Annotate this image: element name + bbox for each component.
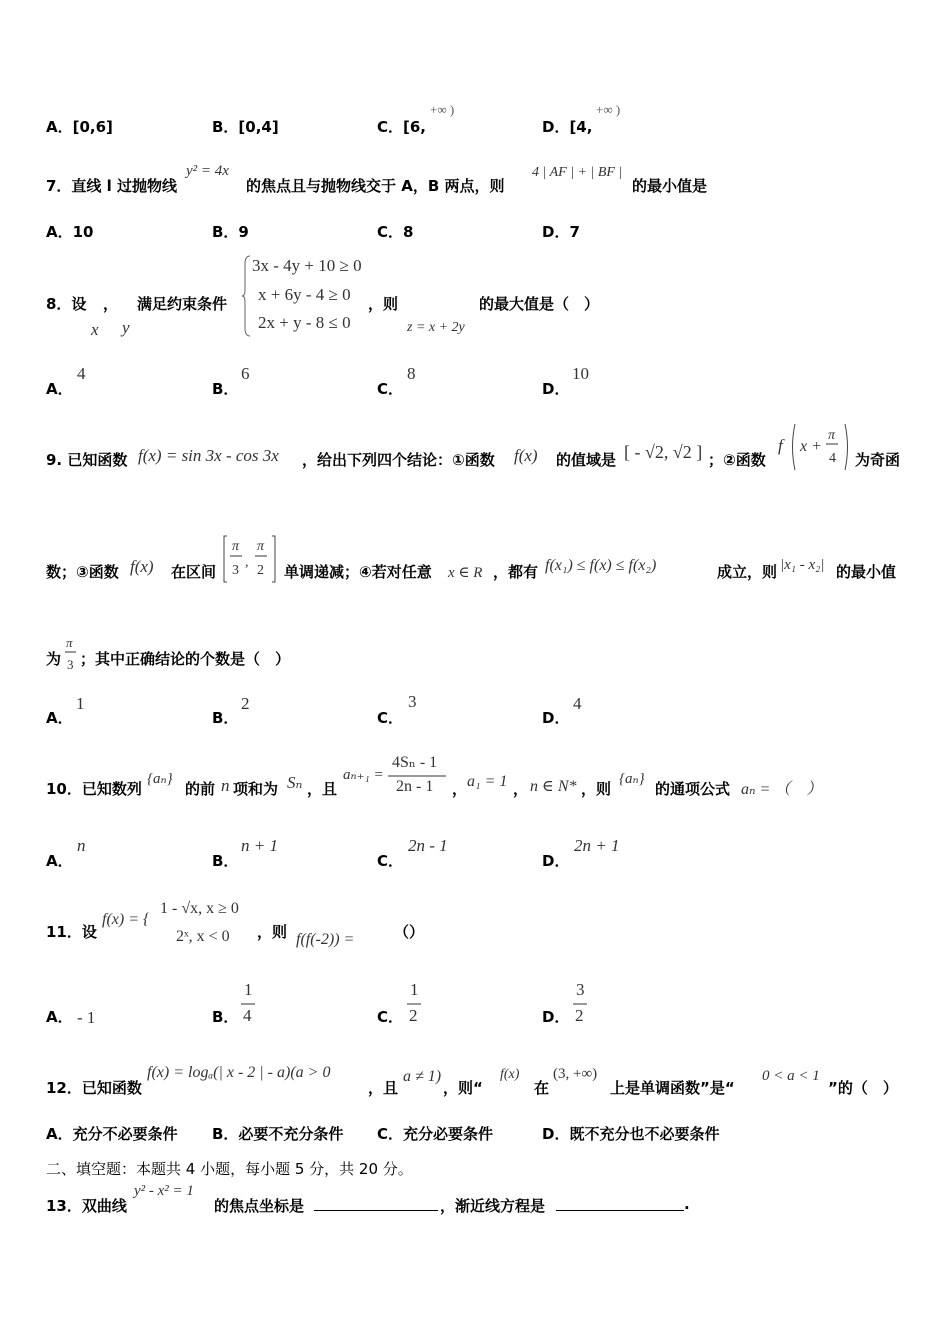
q9-line1-tail: ；②函数: [708, 451, 766, 469]
q10-nN: n ∈ N*: [530, 778, 577, 795]
q9-fx-2: f(x): [130, 557, 154, 576]
q9-option-b-value: 2: [241, 694, 250, 713]
q8-constraint-1: 3x - 4y + 10 ≥ 0: [252, 256, 362, 275]
q8-constraint-3: 2x + y - 8 ≤ 0: [258, 313, 351, 332]
q13-asymptote-blank[interactable]: [556, 1196, 684, 1211]
q8-var-y: y: [122, 318, 130, 337]
q10-comma-1: ，: [452, 780, 468, 798]
q12-monotone: 上是单调函数”是“: [610, 1079, 735, 1097]
q10-sum-of: 的前: [185, 780, 216, 798]
q6-option-c: C．[6,: [377, 118, 426, 136]
q8-option-d-value: 10: [572, 364, 589, 383]
q8-var-x: x: [91, 320, 99, 339]
q9-prefix: 9. 已知函数: [46, 451, 128, 469]
q9-option-c-letter: C．: [377, 709, 404, 727]
q7-parabola: y² = 4x: [186, 163, 229, 179]
q7-suffix: 的最小值是: [632, 177, 708, 195]
q10-option-d-value: 2n + 1: [574, 836, 620, 855]
q7-middle: 的焦点且与抛物线交于 A，B 两点，则: [246, 177, 505, 195]
svg-text:π: π: [828, 428, 836, 443]
q11-option-c-letter: C．: [377, 1008, 404, 1026]
q8-then: ，则: [368, 295, 399, 313]
q8-brace: [242, 254, 252, 338]
q10-option-c-letter: C．: [377, 852, 404, 870]
q10-option-c-value: 2n - 1: [408, 836, 448, 855]
q9-pi-third: [64, 634, 80, 674]
q10-sequence: {aₙ}: [147, 771, 173, 787]
q10-and: ，且: [307, 780, 338, 798]
q12-option-a: A．充分不必要条件: [46, 1125, 178, 1143]
q10-a1: a₁ = 1: [467, 773, 508, 790]
q13-equation: y² - x² = 1: [134, 1183, 194, 1199]
q11-case-2: 2ˣ, x < 0: [176, 928, 230, 945]
q11-option-c-den: 2: [409, 1006, 418, 1025]
q13-focus-label: 的焦点坐标是: [214, 1197, 305, 1215]
q8-option-c-letter: C．: [377, 380, 404, 398]
q6-option-d: D．[4,: [542, 118, 593, 136]
q11-prefix: 11．设: [46, 923, 97, 941]
q12-and: ，且: [368, 1079, 399, 1097]
q12-in: 在: [534, 1079, 550, 1097]
q12-range: 0 < a < 1: [762, 1068, 820, 1084]
q6-option-d-infinity: +∞ ): [596, 102, 621, 117]
svg-text:π: π: [232, 539, 240, 554]
q9-option-a-value: 1: [76, 694, 85, 713]
svg-text:π: π: [257, 539, 265, 554]
q10-terms-sum: 项和为: [233, 780, 279, 798]
q9-odd-fn: 为奇函: [855, 451, 901, 469]
q11-then: ，则: [257, 923, 288, 941]
q8-option-c-value: 8: [407, 364, 416, 383]
q10-Sn: Sₙ: [287, 773, 303, 792]
q12-then: ，则“: [443, 1079, 483, 1097]
q7-prefix: 7．直线 l 过抛物线: [46, 177, 178, 195]
q9-fx-1: f(x): [514, 446, 538, 465]
q11-option-a-value: - 1: [77, 1008, 96, 1027]
q11-ff: f(f(-2)) =: [296, 931, 355, 948]
q12-function: f(x) = logₐ(| x - 2 | - a)(a > 0: [147, 1064, 331, 1081]
q12-option-b: B．必要不充分条件: [212, 1125, 344, 1143]
svg-text:2: 2: [257, 563, 264, 578]
q10-comma-2: ，: [513, 780, 529, 798]
q11-option-d-num: 3: [576, 980, 585, 999]
svg-text:,: ,: [245, 555, 249, 570]
q10-option-a-letter: A．: [46, 852, 73, 870]
q11-option-d-den: 2: [575, 1006, 584, 1025]
q6-option-b: B．[0,4]: [212, 118, 279, 136]
q12-option-d: D．既不充分也不必要条件: [542, 1125, 720, 1143]
q11-option-b-num: 1: [244, 980, 253, 999]
q8-option-a-value: 4: [77, 364, 86, 383]
q11-option-b-letter: B．: [212, 1008, 239, 1026]
q11-paren: （）: [394, 923, 425, 941]
q10-general: 的通项公式: [655, 780, 731, 798]
q8-option-b-value: 6: [241, 364, 250, 383]
q10-option-b-value: n + 1: [241, 836, 278, 855]
q9-option-b-letter: B．: [212, 709, 239, 727]
q9-option-a-letter: A．: [46, 709, 73, 727]
svg-text:3: 3: [232, 563, 239, 578]
section-2-heading: 二、填空题：本题共 4 小题，每小题 5 分，共 20 分。: [46, 1160, 413, 1178]
q8-option-d-letter: D．: [542, 380, 570, 398]
q8-tail: 的最大值是（ ）: [479, 295, 600, 313]
q10-recur-left: aₙ₊₁ =: [343, 767, 384, 783]
q9-f-symbol: f: [778, 436, 783, 455]
q7-option-b: B．9: [212, 223, 249, 241]
q7-option-a: A．10: [46, 223, 94, 241]
q10-option-a-value: n: [77, 836, 86, 855]
q9-f-shifted: [790, 422, 852, 472]
q9-interval: [222, 534, 280, 584]
q9-all-x: x ∈ R: [448, 565, 483, 581]
q11-option-b-den: 4: [243, 1006, 252, 1025]
q10-recur-numerator: 4Sₙ - 1: [392, 754, 438, 771]
q7-option-c: C．8: [377, 223, 414, 241]
q10-recur-denominator: 2n - 1: [396, 778, 434, 795]
q9-option-d-letter: D．: [542, 709, 570, 727]
q8-comma: ，: [103, 295, 119, 313]
q12-interval: (3, +∞): [553, 1066, 598, 1082]
q9-line3-prefix: 为: [46, 650, 62, 668]
q10-sequence-2: {aₙ}: [619, 771, 645, 787]
q9-interval-label: 在区间: [171, 563, 217, 581]
q13-end: .: [684, 1195, 690, 1213]
q9-range: [ - √2, √2 ]: [624, 442, 703, 462]
q9-line3-tail: ；其中正确结论的个数是（ ）: [80, 650, 291, 668]
q9-option-c-value: 3: [408, 692, 417, 711]
q11-case-1: 1 - √x, x ≥ 0: [160, 900, 239, 917]
q10-option-b-letter: B．: [212, 852, 239, 870]
q8-objective: z = x + 2y: [407, 320, 465, 335]
q11-option-a-letter: A．: [46, 1008, 73, 1026]
q11-f-definition: f(x) = {: [102, 911, 150, 928]
svg-text:x +: x +: [800, 438, 822, 455]
q8-prefix: 8．设: [46, 295, 87, 313]
q7-expression: 4 | AF | + | BF |: [532, 165, 623, 180]
q7-option-d: D．7: [542, 223, 580, 241]
q12-option-c: C．充分必要条件: [377, 1125, 494, 1143]
q11-option-c-num: 1: [410, 980, 419, 999]
q10-an: aₙ = （ ）: [741, 781, 823, 798]
q9-line2-prefix: 数；③函数: [46, 563, 119, 581]
q11-option-d-letter: D．: [542, 1008, 570, 1026]
q9-function: f(x) = sin 3x - cos 3x: [138, 446, 279, 465]
q13-asymptote-label: ，渐近线方程是: [440, 1197, 546, 1215]
q12-condition: a ≠ 1): [403, 1068, 442, 1085]
svg-text:4: 4: [829, 451, 836, 466]
q9-option-d-value: 4: [573, 694, 582, 713]
q8-option-b-letter: B．: [212, 380, 239, 398]
q10-option-d-letter: D．: [542, 852, 570, 870]
q9-inequality: f(x₁) ≤ f(x) ≤ f(x₂): [545, 557, 657, 574]
q9-decreasing: 单调递减；④若对任意: [284, 563, 432, 581]
q9-line1-mid: ，给出下列四个结论：①函数: [302, 451, 495, 469]
q9-diff: |x₁ - x₂|: [780, 557, 825, 573]
q10-prefix: 10．已知数列: [46, 780, 142, 798]
q12-tail: ”的（ ）: [828, 1079, 898, 1097]
q9-have: ，都有: [493, 563, 539, 581]
q8-condition-label: 满足约束条件: [137, 295, 228, 313]
svg-text:π: π: [66, 635, 73, 650]
q6-option-a: A．[0,6]: [46, 118, 113, 136]
q10-then: ，则: [581, 780, 612, 798]
q8-option-a-letter: A．: [46, 380, 73, 398]
q9-range-label: 的值域是: [556, 451, 617, 469]
q12-prefix: 12．已知函数: [46, 1079, 142, 1097]
q6-option-c-infinity: +∞ ): [430, 102, 455, 117]
q8-constraint-2: x + 6y - 4 ≥ 0: [258, 285, 351, 304]
q12-fx: f(x): [500, 1067, 520, 1082]
q10-n: n: [221, 776, 230, 795]
q9-holds: 成立，则: [717, 563, 778, 581]
svg-text:3: 3: [67, 657, 74, 672]
q9-minval: 的最小值: [836, 563, 897, 581]
q13-focus-blank[interactable]: [314, 1196, 438, 1211]
q13-prefix: 13．双曲线: [46, 1197, 127, 1215]
